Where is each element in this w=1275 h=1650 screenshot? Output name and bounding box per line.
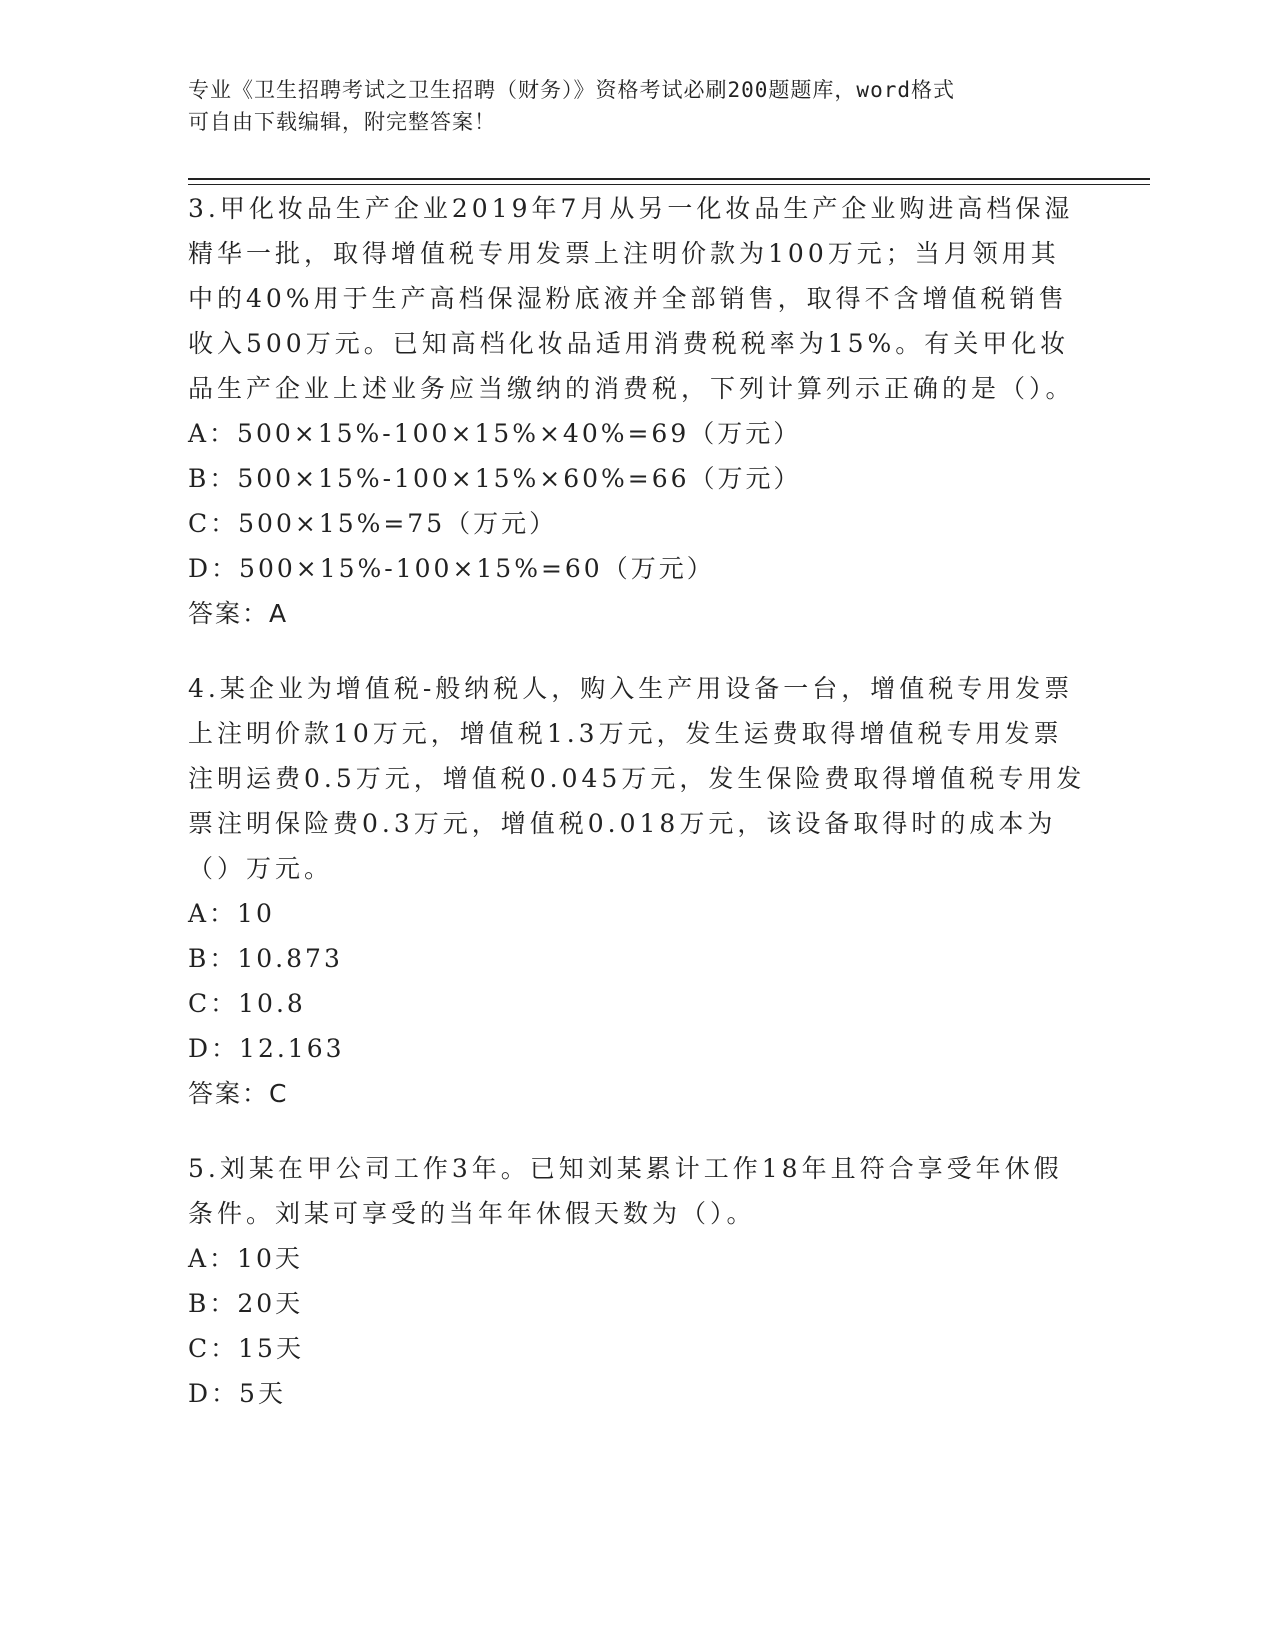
header-line-1: 专业《卫生招聘考试之卫生招聘（财务）》资格考试必刷200题题库，word格式 <box>188 78 955 102</box>
document-header <box>188 74 1068 138</box>
question-3 <box>188 186 1088 636</box>
question-stem: 3.甲化妆品生产企业2019年7月从另一化妆品生产企业购进高档保湿精华一批，取得增值税专用发票上注明价款为100万元；当月领用其中的40%用于生产高档保湿粉底液并全部销售，取得不含增值税销售收入500万元。已知高档化妆品适用消费税税率为15%。有关甲化妆品生产企业上述业务应当缴纳的消费税，下列计算列示正确的是（）。 <box>188 194 1075 403</box>
header-divider-thick <box>188 178 1150 180</box>
question-stem: 4.某企业为增值税-般纳税人，购入生产用设备一台，增值税专用发票上注明价款10万元，增值税1.3万元，发生运费取得增值税专用发票注明运费0.5万元，增值税0.045万元，发生保险费取得增值税专用发票注明保险费0.3万元，增值税0.018万元，该设备取得时的成本为（）万元。 <box>188 674 1086 883</box>
answer-line: 答案：C <box>188 1079 289 1108</box>
option-b: B：10.873 <box>188 944 343 973</box>
option-a: A：500×15%-100×15%×40%=69（万元） <box>188 419 802 448</box>
option-c: C：10.8 <box>188 989 306 1018</box>
option-d: D：500×15%-100×15%=60（万元） <box>188 554 715 583</box>
option-d: D：5天 <box>188 1379 286 1408</box>
option-b: B：500×15%-100×15%×60%=66（万元） <box>188 464 802 493</box>
option-c: C：15天 <box>188 1334 304 1363</box>
question-stem: 5.刘某在甲公司工作3年。已知刘某累计工作18年且符合享受年休假条件。刘某可享受的当年年休假天数为（）。 <box>188 1154 1063 1228</box>
option-c: C：500×15%=75（万元） <box>188 509 558 538</box>
option-b: B：20天 <box>188 1289 304 1318</box>
header-divider-thin <box>188 184 1150 185</box>
header-line-2: 可自由下载编辑，附完整答案！ <box>188 110 496 134</box>
answer-line: 答案：A <box>188 599 289 628</box>
question-4 <box>188 666 1088 1116</box>
option-a: A：10天 <box>188 1244 303 1273</box>
option-d: D：12.163 <box>188 1034 345 1063</box>
question-5 <box>188 1146 1088 1416</box>
option-a: A：10 <box>188 899 275 928</box>
